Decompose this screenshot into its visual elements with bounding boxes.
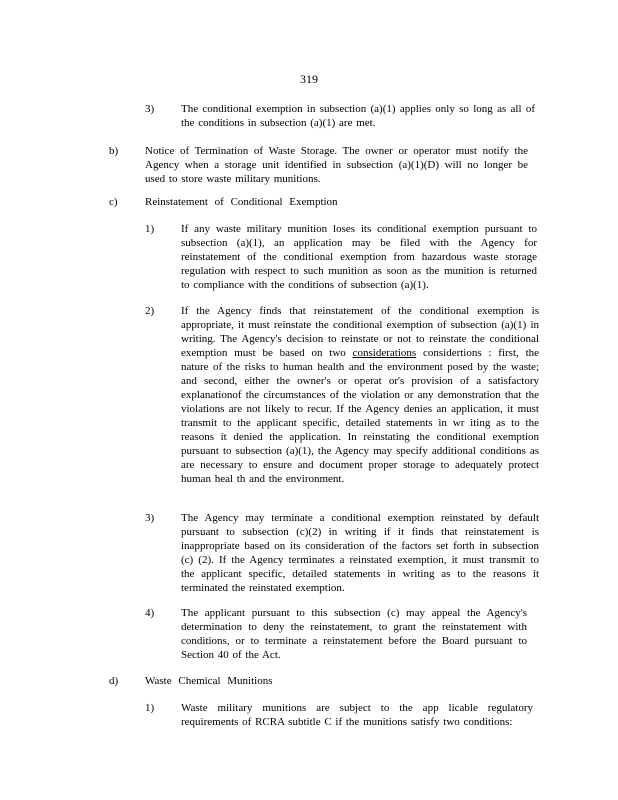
item-text-c1: If any waste military munition loses its conditional exemption pursuant to subsection (a)(1), an application may be filed with the Agency for reinstatement of the conditional exemption from hazardous waste storage regulation with respect to such munition as soon as the munition is returned to compliance with the conditions of subsection (a)(1). [181, 223, 537, 291]
item-text-b: Notice of Termination of Waste Storage. The owner or operator must notify the Agency when a storage unit identified in subsection (a)(1)(D) will no longer be used to store waste military munitions. [145, 145, 528, 185]
item-label-c: c) [109, 196, 118, 208]
item-label-c3: 3) [145, 512, 155, 524]
c2-inserted-word: considerations [352, 347, 417, 359]
item-text-c4: The applicant pursuant to this subsection (c) may appeal the Agency's determination to deny the reinstatement, to grant the reinstatement with conditions, or to terminate a reinstatement before the Board pursuant to Section 40 of the Act. [181, 607, 527, 661]
item-text-c2 [181, 304, 539, 486]
item-text-c3: The Agency may terminate a conditional exemption reinstated by default pursuant to subsection (c)(2) in writing if it finds that reinstatement is inappropriate based on its consideration of the factors set forth in subsection (c) (2). If the Agency terminates a reinstated exemption, it must transmit to the applicant specific, detailed statements in writing as to the reasons it terminated the reinstated exemption. [181, 512, 539, 594]
item-label-c2: 2) [145, 305, 155, 317]
item-text-a3: The conditional exemption in subsection (a)(1) applies only so long as all of the conditions in subsection (a)(1) are met. [181, 103, 535, 129]
item-label-c4: 4) [145, 607, 155, 619]
c2-text-after: considertions : first, the nature of the risks to human health and the environment posed by the waste; and second, either the owner's or operat or's provision of a satisfactory explanationof the circumstances of the violation or any demonstration that the violations are not likely to recur. If the Agency denies an application, it must transmit to the applicant specific, detailed statements in wr iting as to the reasons it denied the application. In reinstating the conditional exemption pursuant to subsection (a)(1), the Agency may specify additional conditions as are necessary to ensure and document proper storage to adequately protect human heal th and the environment. [181, 347, 540, 485]
item-label-c1: 1) [145, 223, 155, 235]
item-label-a3: 3) [145, 103, 155, 115]
c2-text-before: If the Agency finds that reinstatement of the conditional exemption is appropriate, it must reinstate the conditional exemption of subsection (a)(1) in writing. The Agency's decision to reinstate or not to reinstate the conditional exemption must be based on two [181, 305, 539, 359]
page-number: 319 [300, 72, 318, 86]
item-label-d: d) [109, 675, 119, 687]
item-label-b: b) [109, 145, 119, 157]
section-heading-d: Waste Chemical Munitions [145, 675, 273, 687]
item-label-d1: 1) [145, 702, 155, 714]
item-text-d1: Waste military munitions are subject to the app licable regulatory requirements of RCRA subtitle C if the munitions satisfy two conditions: [181, 702, 533, 728]
section-heading-c: Reinstatement of Conditional Exemption [145, 196, 338, 208]
